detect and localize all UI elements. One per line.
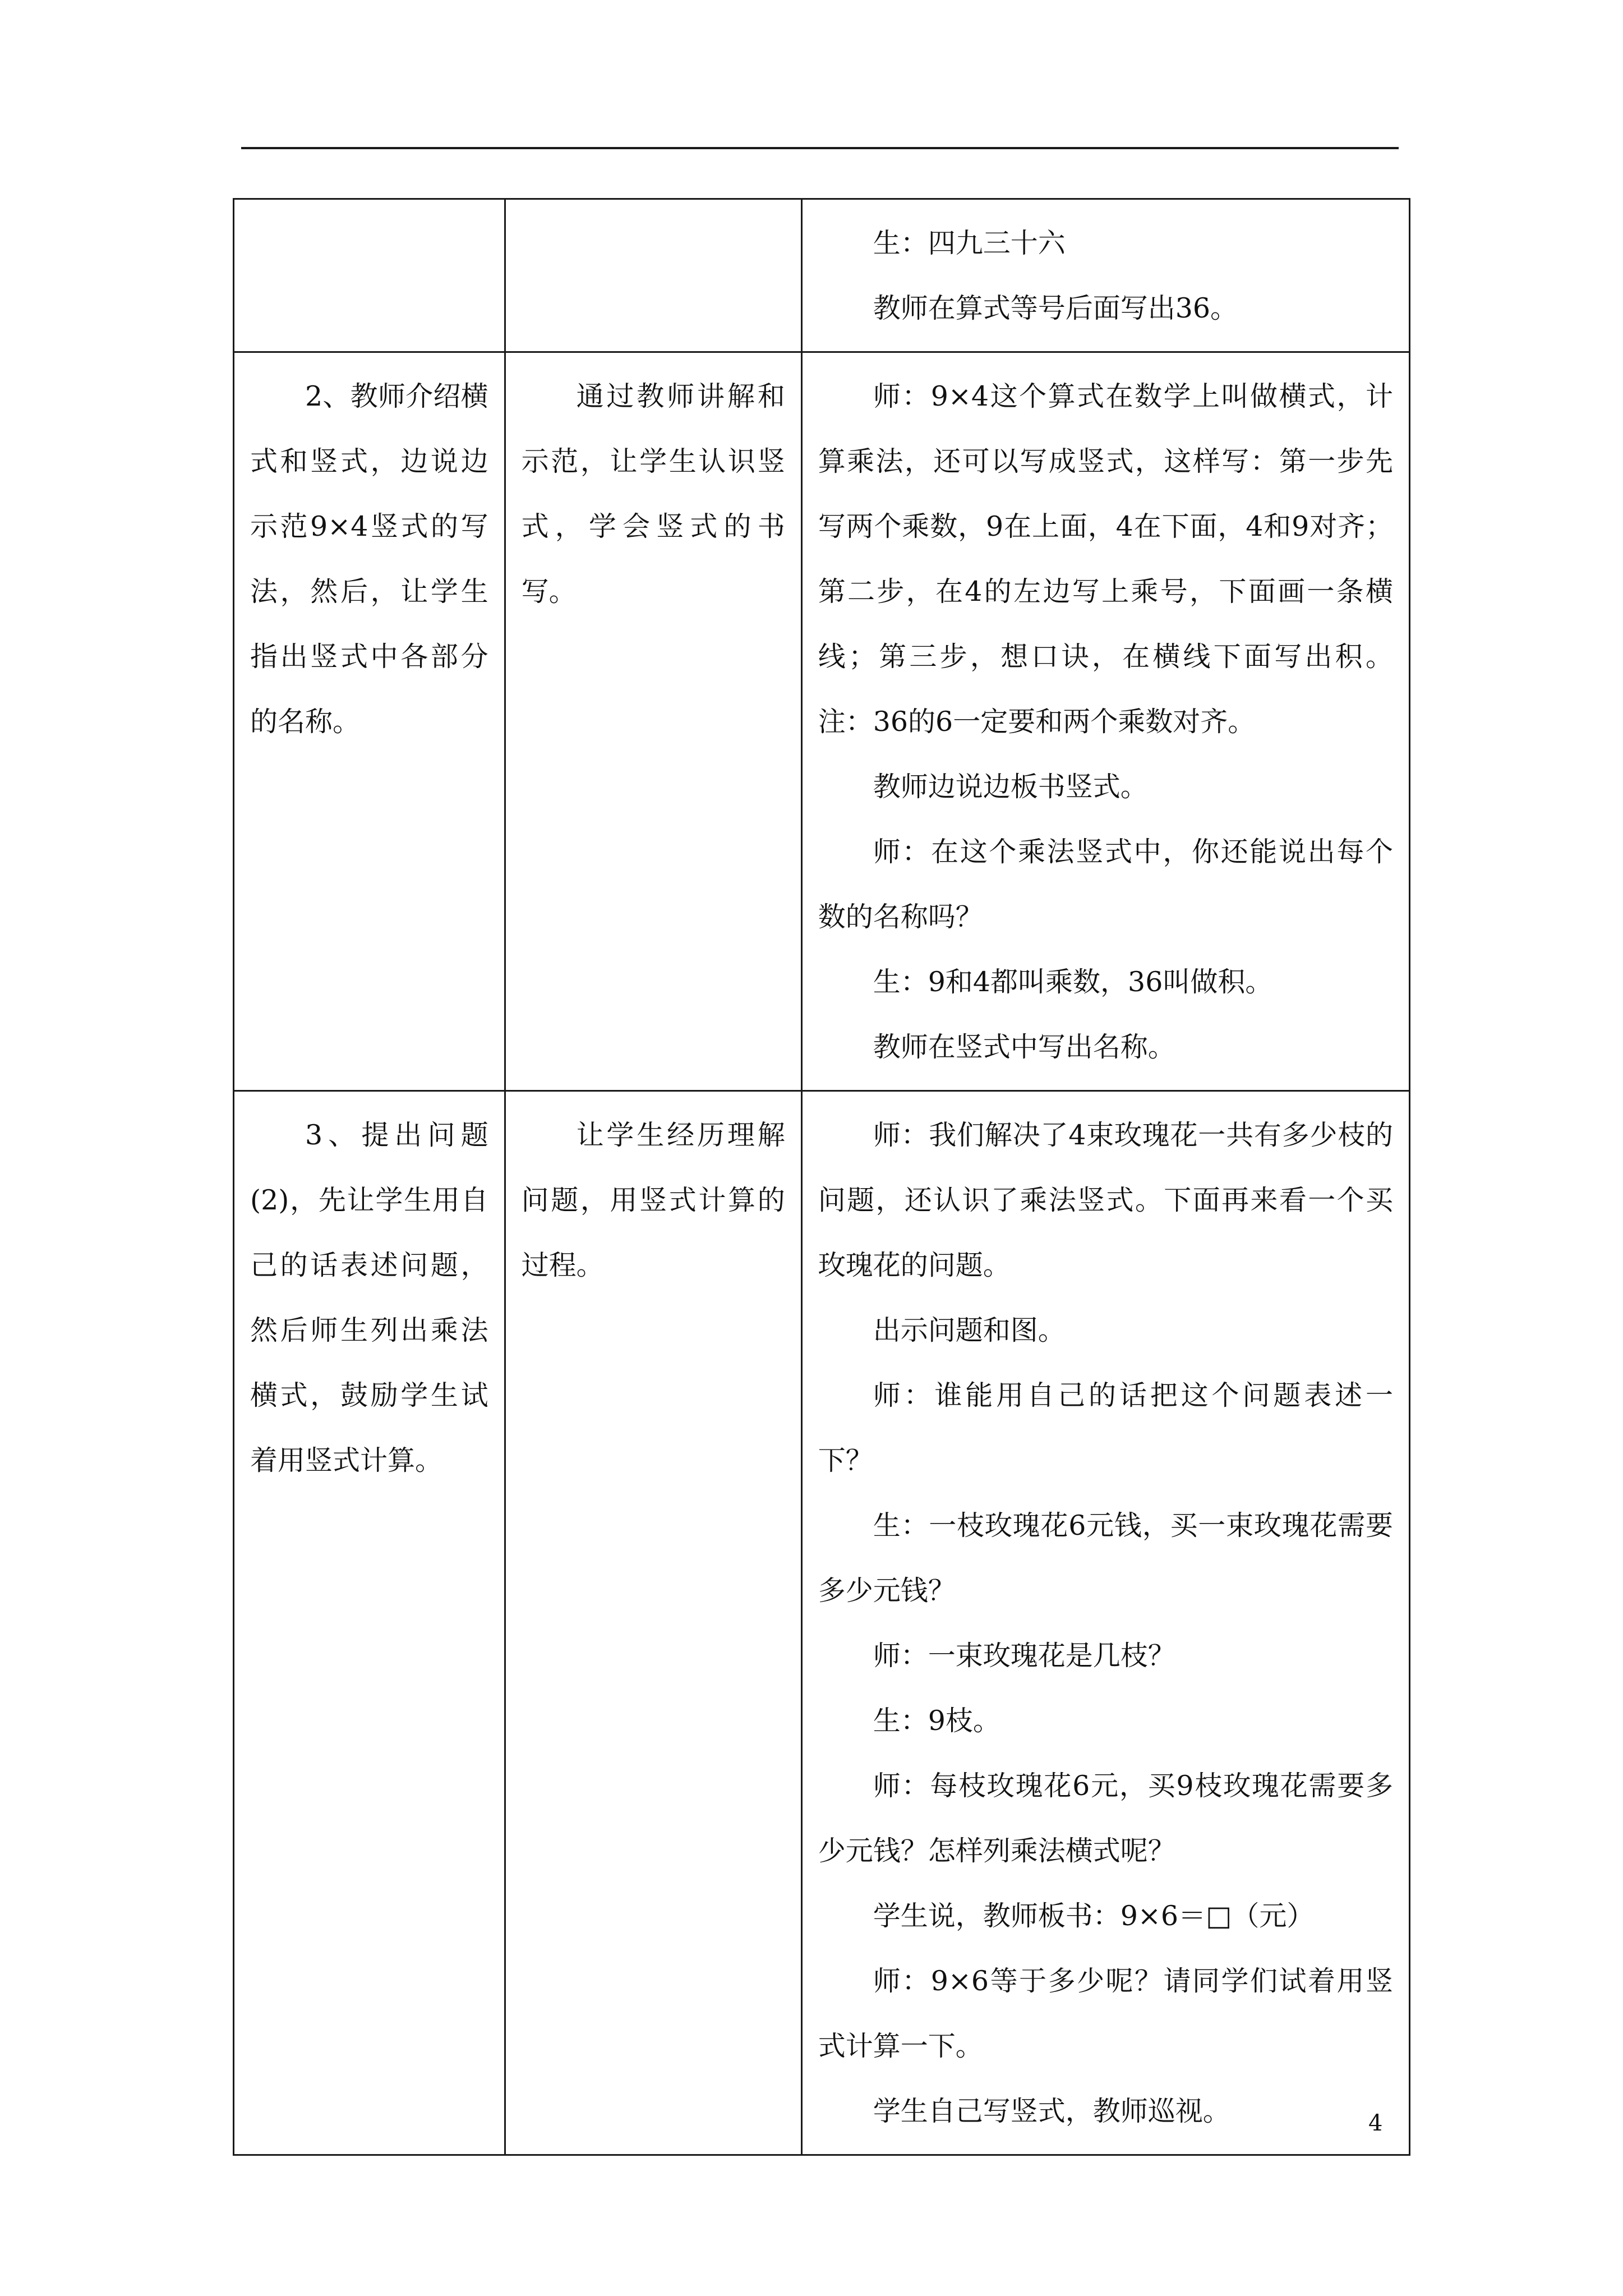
process-paragraph: 师：谁能用自己的话把这个问题表述一下？ [818, 1379, 1393, 1476]
process-cell [801, 352, 1409, 1091]
process-paragraph: 出示问题和图。 [873, 1314, 1066, 1346]
intent-text: 通过教师讲解和示范，让学生认识竖式，学会竖式的书写。 [521, 380, 785, 608]
process-paragraph: 师：一束玫瑰花是几枝？ [873, 1640, 1175, 1672]
process-paragraph: 生：9和4都叫乘数，36叫做积。 [873, 966, 1273, 998]
process-paragraph: 教师边说边板书竖式。 [873, 771, 1148, 803]
process-paragraph: 教师在算式等号后面写出36。 [873, 292, 1238, 324]
process-paragraph: 师：每枝玫瑰花6元，买9枝玫瑰花需要多少元钱？怎样列乘法横式呢？ [818, 1770, 1393, 1867]
intent-cell [505, 1091, 801, 2155]
process-paragraph: 生：一枝玫瑰花6元钱，买一束玫瑰花需要多少元钱？ [818, 1510, 1393, 1607]
intent-text: 让学生经历理解问题，用竖式计算的过程。 [521, 1119, 785, 1281]
process-paragraph: 学生自己写竖式，教师巡视。 [873, 2095, 1230, 2127]
process-cell [801, 199, 1409, 352]
table-row [234, 352, 1410, 1091]
process-paragraph: 生：四九三十六 [873, 227, 1066, 259]
header-rule [241, 147, 1399, 149]
table-row [234, 199, 1410, 352]
process-paragraph: 生：9枝。 [873, 1705, 1000, 1737]
intent-cell [505, 352, 801, 1091]
page-number: 4 [1368, 2110, 1383, 2136]
process-paragraph: 教师在竖式中写出名称。 [873, 1031, 1175, 1063]
process-cell [801, 1091, 1409, 2155]
intent-cell [505, 199, 801, 352]
process-paragraph: 师：我们解决了4束玫瑰花一共有多少枝的问题，还认识了乘法竖式。下面再来看一个买玫瑰花的问题。 [818, 1119, 1393, 1281]
process-paragraph: 师：9×6等于多少呢？请同学们试着用竖式计算一下。 [818, 1965, 1393, 2062]
lesson-plan-table [233, 198, 1410, 2156]
process-paragraph: 师：9×4这个算式在数学上叫做横式，计算乘法，还可以写成竖式，这样写：第一步先写两个乘数，9在上面，4在下面，4和9对齐；第二步，在4的左边写上乘号，下面画一条横线；第三步，想口诀，在横线下面写出积。注：36的6一定要和两个乘数对齐。 [818, 380, 1393, 738]
process-paragraph: 师：在这个乘法竖式中，你还能说出每个数的名称吗？ [818, 836, 1393, 933]
activity-text: 2、教师介绍横式和竖式，边说边示范9×4竖式的写法，然后，让学生指出竖式中各部分的名称。 [250, 380, 488, 738]
activity-cell [234, 199, 505, 352]
table-row [234, 1091, 1410, 2155]
process-paragraph: 学生说，教师板书：9×6＝□（元） [873, 1900, 1315, 1932]
activity-cell [234, 352, 505, 1091]
activity-text: 3、提出问题(2)，先让学生用自己的话表述问题，然后师生列出乘法横式，鼓励学生试着用竖式计算。 [250, 1119, 488, 1476]
activity-cell [234, 1091, 505, 2155]
